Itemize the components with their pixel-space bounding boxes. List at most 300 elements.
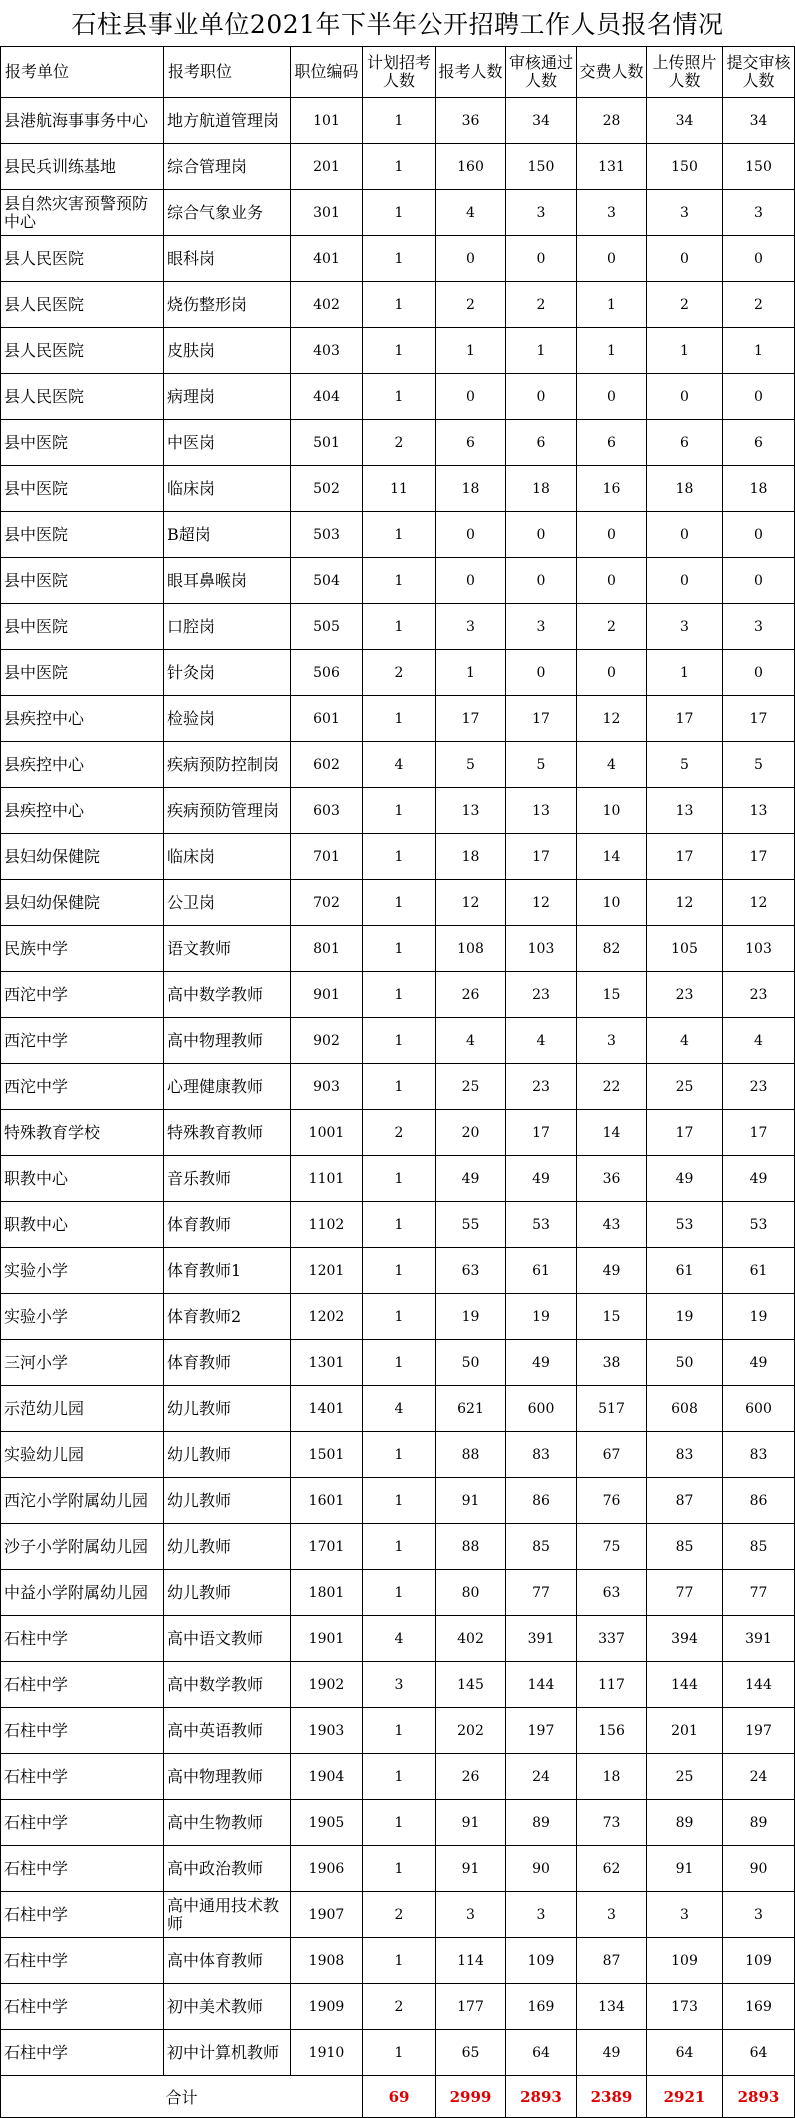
- cell-submitted: 89: [723, 1800, 795, 1846]
- cell-paid: 0: [577, 236, 647, 282]
- cell-position: 高中政治教师: [164, 1846, 291, 1892]
- cell-position: 幼儿教师: [164, 1478, 291, 1524]
- cell-unit: 石柱中学: [1, 1708, 164, 1754]
- registration-table: [0, 46, 795, 2118]
- table-row: [1, 1662, 795, 1708]
- cell-unit: 实验小学: [1, 1294, 164, 1340]
- cell-paid: 1: [577, 282, 647, 328]
- cell-unit: 县中医院: [1, 466, 164, 512]
- cell-code: 1301: [291, 1340, 363, 1386]
- cell-planned: 4: [363, 1616, 436, 1662]
- cell-applicants: 402: [436, 1616, 506, 1662]
- cell-approved: 5: [506, 742, 577, 788]
- table-row: [1, 1386, 795, 1432]
- cell-planned: 1: [363, 604, 436, 650]
- cell-position: 临床岗: [164, 466, 291, 512]
- cell-position: 心理健康教师: [164, 1064, 291, 1110]
- cell-code: 1904: [291, 1754, 363, 1800]
- cell-code: 1801: [291, 1570, 363, 1616]
- table-row: [1, 282, 795, 328]
- cell-planned: 1: [363, 880, 436, 926]
- cell-unit: 县人民医院: [1, 374, 164, 420]
- cell-photo: 23: [647, 972, 723, 1018]
- cell-unit: 石柱中学: [1, 1846, 164, 1892]
- cell-position: 特殊教育教师: [164, 1110, 291, 1156]
- cell-submitted: 61: [723, 1248, 795, 1294]
- header-submitted: 提交审核人数: [723, 47, 795, 98]
- cell-approved: 83: [506, 1432, 577, 1478]
- cell-submitted: 12: [723, 880, 795, 926]
- cell-code: 1902: [291, 1662, 363, 1708]
- cell-paid: 36: [577, 1156, 647, 1202]
- table-row: [1, 558, 795, 604]
- cell-applicants: 20: [436, 1110, 506, 1156]
- cell-code: 702: [291, 880, 363, 926]
- cell-submitted: 169: [723, 1984, 795, 2030]
- table-row: [1, 236, 795, 282]
- cell-submitted: 85: [723, 1524, 795, 1570]
- table-row: [1, 788, 795, 834]
- cell-approved: 49: [506, 1340, 577, 1386]
- cell-photo: 87: [647, 1478, 723, 1524]
- cell-code: 701: [291, 834, 363, 880]
- cell-planned: 1: [363, 1846, 436, 1892]
- cell-unit: 石柱中学: [1, 1892, 164, 1938]
- cell-paid: 0: [577, 512, 647, 558]
- cell-photo: 0: [647, 512, 723, 558]
- cell-photo: 77: [647, 1570, 723, 1616]
- cell-photo: 4: [647, 1018, 723, 1064]
- cell-position: 高中数学教师: [164, 972, 291, 1018]
- table-row: [1, 1340, 795, 1386]
- cell-paid: 43: [577, 1202, 647, 1248]
- cell-planned: 1: [363, 558, 436, 604]
- table-row: [1, 1156, 795, 1202]
- cell-unit: 西沱中学: [1, 972, 164, 1018]
- cell-paid: 2: [577, 604, 647, 650]
- cell-submitted: 34: [723, 98, 795, 144]
- cell-unit: 特殊教育学校: [1, 1110, 164, 1156]
- cell-planned: 1: [363, 98, 436, 144]
- cell-submitted: 3: [723, 190, 795, 236]
- cell-applicants: 18: [436, 466, 506, 512]
- cell-paid: 75: [577, 1524, 647, 1570]
- table-row: [1, 604, 795, 650]
- cell-unit: 西沱中学: [1, 1064, 164, 1110]
- cell-position: 高中语文教师: [164, 1616, 291, 1662]
- cell-paid: 117: [577, 1662, 647, 1708]
- cell-applicants: 17: [436, 696, 506, 742]
- cell-submitted: 86: [723, 1478, 795, 1524]
- cell-position: 眼耳鼻喉岗: [164, 558, 291, 604]
- cell-approved: 144: [506, 1662, 577, 1708]
- cell-applicants: 6: [436, 420, 506, 466]
- cell-submitted: 49: [723, 1156, 795, 1202]
- header-code: 职位编码: [291, 47, 363, 98]
- cell-approved: 197: [506, 1708, 577, 1754]
- table-row: [1, 2030, 795, 2076]
- cell-applicants: 4: [436, 190, 506, 236]
- cell-applicants: 25: [436, 1064, 506, 1110]
- table-row: [1, 1294, 795, 1340]
- cell-submitted: 77: [723, 1570, 795, 1616]
- cell-applicants: 114: [436, 1938, 506, 1984]
- cell-photo: 53: [647, 1202, 723, 1248]
- cell-unit: 县人民医院: [1, 236, 164, 282]
- cell-submitted: 391: [723, 1616, 795, 1662]
- cell-approved: 109: [506, 1938, 577, 1984]
- cell-paid: 76: [577, 1478, 647, 1524]
- cell-planned: 1: [363, 282, 436, 328]
- cell-code: 402: [291, 282, 363, 328]
- cell-applicants: 26: [436, 1754, 506, 1800]
- cell-planned: 1: [363, 696, 436, 742]
- cell-submitted: 0: [723, 650, 795, 696]
- cell-photo: 61: [647, 1248, 723, 1294]
- cell-code: 1906: [291, 1846, 363, 1892]
- cell-position: 音乐教师: [164, 1156, 291, 1202]
- cell-planned: 1: [363, 1202, 436, 1248]
- cell-paid: 134: [577, 1984, 647, 2030]
- cell-code: 1201: [291, 1248, 363, 1294]
- table-row: [1, 742, 795, 788]
- cell-unit: 三河小学: [1, 1340, 164, 1386]
- cell-position: 病理岗: [164, 374, 291, 420]
- cell-unit: 西沱中学: [1, 1018, 164, 1064]
- header-row: [1, 47, 795, 98]
- cell-planned: 2: [363, 650, 436, 696]
- cell-planned: 1: [363, 1524, 436, 1570]
- cell-unit: 实验幼儿园: [1, 1432, 164, 1478]
- cell-applicants: 108: [436, 926, 506, 972]
- cell-photo: 89: [647, 1800, 723, 1846]
- cell-position: 高中体育教师: [164, 1938, 291, 1984]
- cell-approved: 49: [506, 1156, 577, 1202]
- cell-paid: 0: [577, 374, 647, 420]
- cell-approved: 61: [506, 1248, 577, 1294]
- cell-applicants: 26: [436, 972, 506, 1018]
- table-row: [1, 1064, 795, 1110]
- table-row: [1, 696, 795, 742]
- table-row: [1, 834, 795, 880]
- cell-position: 幼儿教师: [164, 1386, 291, 1432]
- cell-planned: 1: [363, 1478, 436, 1524]
- cell-planned: 1: [363, 190, 436, 236]
- cell-code: 401: [291, 236, 363, 282]
- header-paid: 交费人数: [577, 47, 647, 98]
- cell-submitted: 49: [723, 1340, 795, 1386]
- cell-photo: 6: [647, 420, 723, 466]
- cell-planned: 4: [363, 1386, 436, 1432]
- cell-applicants: 18: [436, 834, 506, 880]
- cell-code: 903: [291, 1064, 363, 1110]
- cell-paid: 0: [577, 558, 647, 604]
- cell-code: 403: [291, 328, 363, 374]
- cell-approved: 19: [506, 1294, 577, 1340]
- cell-position: 幼儿教师: [164, 1570, 291, 1616]
- total-photo: 2921: [647, 2076, 723, 2118]
- table-row: [1, 1616, 795, 1662]
- cell-paid: 10: [577, 788, 647, 834]
- cell-paid: 18: [577, 1754, 647, 1800]
- cell-position: 烧伤整形岗: [164, 282, 291, 328]
- cell-paid: 1: [577, 328, 647, 374]
- header-position: 报考职位: [164, 47, 291, 98]
- cell-unit: 石柱中学: [1, 2030, 164, 2076]
- cell-submitted: 6: [723, 420, 795, 466]
- cell-applicants: 88: [436, 1524, 506, 1570]
- table-row: [1, 1202, 795, 1248]
- cell-photo: 91: [647, 1846, 723, 1892]
- cell-applicants: 80: [436, 1570, 506, 1616]
- cell-applicants: 88: [436, 1432, 506, 1478]
- header-planned: 计划招考人数: [363, 47, 436, 98]
- cell-submitted: 13: [723, 788, 795, 834]
- table-row: [1, 650, 795, 696]
- cell-applicants: 621: [436, 1386, 506, 1432]
- cell-unit: 县疾控中心: [1, 742, 164, 788]
- cell-code: 1401: [291, 1386, 363, 1432]
- table-row: [1, 1938, 795, 1984]
- cell-code: 1910: [291, 2030, 363, 2076]
- cell-approved: 3: [506, 190, 577, 236]
- cell-paid: 517: [577, 1386, 647, 1432]
- cell-paid: 82: [577, 926, 647, 972]
- cell-photo: 5: [647, 742, 723, 788]
- cell-approved: 0: [506, 374, 577, 420]
- cell-unit: 县中医院: [1, 604, 164, 650]
- cell-photo: 64: [647, 2030, 723, 2076]
- cell-submitted: 197: [723, 1708, 795, 1754]
- cell-paid: 131: [577, 144, 647, 190]
- cell-planned: 1: [363, 374, 436, 420]
- cell-position: 高中生物教师: [164, 1800, 291, 1846]
- cell-code: 501: [291, 420, 363, 466]
- cell-photo: 150: [647, 144, 723, 190]
- table-row: [1, 420, 795, 466]
- cell-code: 201: [291, 144, 363, 190]
- cell-applicants: 12: [436, 880, 506, 926]
- cell-approved: 169: [506, 1984, 577, 2030]
- cell-paid: 87: [577, 1938, 647, 1984]
- cell-unit: 西沱小学附属幼儿园: [1, 1478, 164, 1524]
- cell-approved: 17: [506, 1110, 577, 1156]
- cell-planned: 1: [363, 1754, 436, 1800]
- cell-position: 高中通用技术教师: [164, 1892, 291, 1938]
- cell-paid: 62: [577, 1846, 647, 1892]
- cell-applicants: 49: [436, 1156, 506, 1202]
- cell-submitted: 17: [723, 1110, 795, 1156]
- total-row: [1, 2076, 795, 2118]
- cell-approved: 17: [506, 696, 577, 742]
- cell-planned: 11: [363, 466, 436, 512]
- cell-photo: 608: [647, 1386, 723, 1432]
- table-row: [1, 1110, 795, 1156]
- cell-position: 疾病预防管理岗: [164, 788, 291, 834]
- cell-planned: 4: [363, 742, 436, 788]
- cell-planned: 1: [363, 144, 436, 190]
- cell-position: 体育教师2: [164, 1294, 291, 1340]
- cell-approved: 17: [506, 834, 577, 880]
- cell-position: 初中计算机教师: [164, 2030, 291, 2076]
- cell-planned: 1: [363, 926, 436, 972]
- cell-approved: 77: [506, 1570, 577, 1616]
- cell-applicants: 2: [436, 282, 506, 328]
- cell-applicants: 3: [436, 604, 506, 650]
- cell-code: 901: [291, 972, 363, 1018]
- cell-approved: 391: [506, 1616, 577, 1662]
- cell-photo: 1: [647, 328, 723, 374]
- cell-submitted: 600: [723, 1386, 795, 1432]
- table-row: [1, 1432, 795, 1478]
- cell-submitted: 53: [723, 1202, 795, 1248]
- cell-code: 1102: [291, 1202, 363, 1248]
- cell-applicants: 13: [436, 788, 506, 834]
- cell-submitted: 5: [723, 742, 795, 788]
- cell-code: 602: [291, 742, 363, 788]
- cell-applicants: 0: [436, 512, 506, 558]
- cell-applicants: 91: [436, 1800, 506, 1846]
- table-row: [1, 1754, 795, 1800]
- cell-code: 301: [291, 190, 363, 236]
- cell-applicants: 63: [436, 1248, 506, 1294]
- cell-code: 506: [291, 650, 363, 696]
- cell-position: 体育教师: [164, 1202, 291, 1248]
- cell-planned: 1: [363, 512, 436, 558]
- cell-paid: 14: [577, 1110, 647, 1156]
- cell-approved: 600: [506, 1386, 577, 1432]
- cell-submitted: 1: [723, 328, 795, 374]
- cell-submitted: 4: [723, 1018, 795, 1064]
- cell-position: 幼儿教师: [164, 1432, 291, 1478]
- header-approved: 审核通过人数: [506, 47, 577, 98]
- cell-photo: 105: [647, 926, 723, 972]
- cell-submitted: 109: [723, 1938, 795, 1984]
- cell-paid: 49: [577, 1248, 647, 1294]
- cell-submitted: 17: [723, 696, 795, 742]
- cell-planned: 2: [363, 1984, 436, 2030]
- cell-paid: 3: [577, 1018, 647, 1064]
- cell-photo: 109: [647, 1938, 723, 1984]
- cell-submitted: 2: [723, 282, 795, 328]
- cell-approved: 4: [506, 1018, 577, 1064]
- cell-approved: 86: [506, 1478, 577, 1524]
- cell-applicants: 1: [436, 650, 506, 696]
- cell-paid: 3: [577, 190, 647, 236]
- cell-unit: 民族中学: [1, 926, 164, 972]
- cell-unit: 县中医院: [1, 558, 164, 604]
- cell-code: 503: [291, 512, 363, 558]
- cell-applicants: 19: [436, 1294, 506, 1340]
- table-row: [1, 1524, 795, 1570]
- cell-photo: 1: [647, 650, 723, 696]
- cell-approved: 89: [506, 1800, 577, 1846]
- cell-unit: 示范幼儿园: [1, 1386, 164, 1432]
- cell-code: 1909: [291, 1984, 363, 2030]
- cell-position: 综合气象业务: [164, 190, 291, 236]
- cell-planned: 1: [363, 1708, 436, 1754]
- cell-applicants: 160: [436, 144, 506, 190]
- cell-photo: 17: [647, 1110, 723, 1156]
- table-row: [1, 374, 795, 420]
- cell-approved: 0: [506, 236, 577, 282]
- table-row: [1, 190, 795, 236]
- cell-applicants: 1: [436, 328, 506, 374]
- cell-planned: 1: [363, 788, 436, 834]
- cell-approved: 23: [506, 1064, 577, 1110]
- table-row: [1, 1570, 795, 1616]
- cell-photo: 0: [647, 236, 723, 282]
- header-applicants: 报考人数: [436, 47, 506, 98]
- cell-photo: 17: [647, 696, 723, 742]
- cell-paid: 67: [577, 1432, 647, 1478]
- header-unit: 报考单位: [1, 47, 164, 98]
- cell-unit: 石柱中学: [1, 1754, 164, 1800]
- cell-unit: 石柱中学: [1, 1616, 164, 1662]
- cell-unit: 县人民医院: [1, 328, 164, 374]
- cell-applicants: 0: [436, 558, 506, 604]
- cell-code: 1202: [291, 1294, 363, 1340]
- cell-paid: 73: [577, 1800, 647, 1846]
- cell-submitted: 3: [723, 1892, 795, 1938]
- cell-unit: 实验小学: [1, 1248, 164, 1294]
- cell-approved: 1: [506, 328, 577, 374]
- cell-unit: 县中医院: [1, 512, 164, 558]
- cell-approved: 103: [506, 926, 577, 972]
- cell-code: 1601: [291, 1478, 363, 1524]
- cell-position: 口腔岗: [164, 604, 291, 650]
- cell-approved: 6: [506, 420, 577, 466]
- cell-code: 1901: [291, 1616, 363, 1662]
- cell-photo: 34: [647, 98, 723, 144]
- total-applicants: 2999: [436, 2076, 506, 2118]
- cell-unit: 县自然灾害预警预防中心: [1, 190, 164, 236]
- cell-position: 针灸岗: [164, 650, 291, 696]
- cell-paid: 0: [577, 650, 647, 696]
- cell-photo: 85: [647, 1524, 723, 1570]
- total-approved: 2893: [506, 2076, 577, 2118]
- cell-submitted: 0: [723, 374, 795, 420]
- cell-planned: 1: [363, 1938, 436, 1984]
- cell-position: 公卫岗: [164, 880, 291, 926]
- cell-submitted: 3: [723, 604, 795, 650]
- cell-submitted: 24: [723, 1754, 795, 1800]
- cell-applicants: 55: [436, 1202, 506, 1248]
- cell-submitted: 23: [723, 972, 795, 1018]
- cell-photo: 2: [647, 282, 723, 328]
- cell-approved: 150: [506, 144, 577, 190]
- cell-photo: 25: [647, 1064, 723, 1110]
- cell-planned: 1: [363, 1248, 436, 1294]
- cell-code: 603: [291, 788, 363, 834]
- cell-submitted: 0: [723, 512, 795, 558]
- cell-planned: 1: [363, 972, 436, 1018]
- cell-submitted: 18: [723, 466, 795, 512]
- cell-position: 检验岗: [164, 696, 291, 742]
- cell-position: 综合管理岗: [164, 144, 291, 190]
- cell-planned: 1: [363, 1018, 436, 1064]
- cell-approved: 85: [506, 1524, 577, 1570]
- cell-applicants: 0: [436, 236, 506, 282]
- table-row: [1, 972, 795, 1018]
- cell-position: 皮肤岗: [164, 328, 291, 374]
- table-row: [1, 144, 795, 190]
- cell-position: 地方航道管理岗: [164, 98, 291, 144]
- cell-planned: 1: [363, 1156, 436, 1202]
- cell-code: 601: [291, 696, 363, 742]
- cell-position: 中医岗: [164, 420, 291, 466]
- cell-code: 1903: [291, 1708, 363, 1754]
